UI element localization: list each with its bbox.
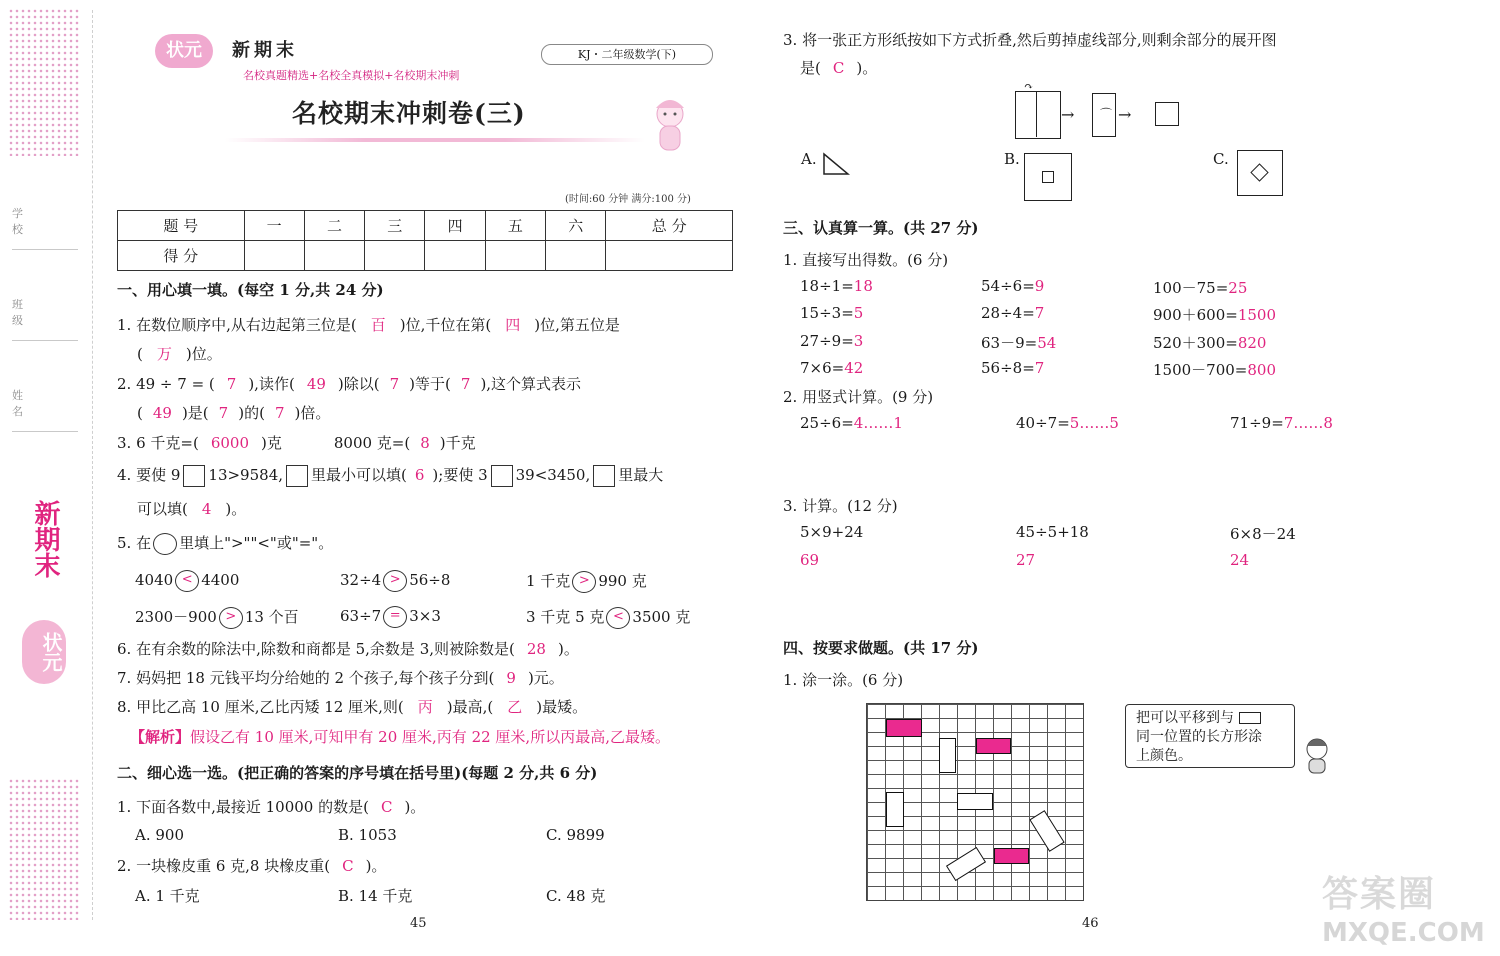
vertical-calc-item: 40÷7=5……5	[1016, 414, 1119, 432]
series-name: 新期末	[232, 40, 298, 61]
question-1: 1. 在数位顺序中,从右边起第三位是( 百 )位,千位在第( 四 )位,第五位是	[117, 316, 620, 334]
compare-answer[interactable]: >	[383, 570, 407, 592]
instruction-bubble	[1125, 704, 1295, 768]
blank-box[interactable]	[491, 465, 513, 487]
section-4-title: 四、按要求做题。(共 17 分)	[783, 639, 979, 657]
sidebar-dot-pattern-bottom	[8, 778, 80, 920]
option-c-label[interactable]: C.	[1213, 150, 1229, 168]
horizontal-rectangle[interactable]	[957, 793, 993, 810]
question-2-cont: ( 49 )是( 7 )的( 7 )倍。	[137, 404, 331, 422]
table-cell: 六	[546, 211, 606, 241]
score-table	[117, 210, 733, 271]
question-3: 3. 6 千克=( 6000 )克 8000 克=( 8 )千克	[117, 434, 476, 452]
compare-answer[interactable]: <	[175, 570, 199, 592]
question-7: 7. 妈妈把 18 元钱平均分给她的 2 个孩子,每个孩子分到( 9 )元。	[117, 669, 564, 687]
sub-3-title: 3. 计算。(12 分)	[783, 497, 898, 515]
arrow-right-icon: →	[1061, 105, 1075, 124]
watermark-url: MXQE.COM	[1322, 918, 1485, 948]
blank-box[interactable]	[183, 465, 205, 487]
score-input-cell[interactable]	[425, 241, 485, 271]
compute-answer: 24	[1230, 551, 1250, 569]
vertical-calc-item: 25÷6=4……1	[800, 414, 903, 432]
folding-step-1	[1015, 91, 1061, 139]
vertical-logo: 状元	[22, 620, 66, 684]
colored-rectangle[interactable]	[976, 738, 1011, 754]
score-input-cell[interactable]	[485, 241, 545, 271]
table-cell: 一	[244, 211, 304, 241]
brand-logo: 状元	[155, 34, 213, 68]
compare-answer[interactable]: >	[219, 607, 243, 629]
table-cell: 得 分	[118, 241, 245, 271]
section-2-title: 二、细心选一选。(把正确的答案的序号填在括号里)(每题 2 分,共 6 分)	[117, 764, 598, 782]
calc-item: 27÷9=3	[800, 332, 864, 350]
title-underline	[225, 138, 645, 142]
calc-item: 100－75=25	[1153, 279, 1248, 297]
triangle-shape-icon	[822, 152, 850, 180]
part-1-title: 1. 涂一涂。(6 分)	[783, 671, 904, 689]
vertical-brand: 新期末	[30, 500, 60, 578]
cut-mark-icon: ⌒	[1100, 107, 1113, 121]
compare-item: 3 千克 5 克 < 3500 克	[526, 606, 690, 629]
folding-step-3	[1155, 102, 1179, 126]
arrow-right-icon: →	[1118, 105, 1132, 124]
compare-item: 1 千克 > 990 克	[526, 570, 647, 593]
calc-item: 18÷1=18	[800, 277, 873, 295]
time-info: (时间:60 分钟 满分:100 分)	[565, 194, 691, 205]
page-number-right: 46	[1082, 916, 1099, 931]
option-b-label[interactable]: B.	[1004, 150, 1020, 168]
compare-answer[interactable]: >	[572, 571, 596, 593]
compare-answer[interactable]: =	[383, 606, 407, 628]
calc-item: 28÷4=7	[981, 304, 1045, 322]
score-input-cell[interactable]	[546, 241, 606, 271]
grade-tag: KJ・二年级数学(下)	[541, 44, 713, 65]
class-field[interactable]: 班 级	[12, 296, 78, 341]
question-1-cont: ( 万 )位。	[137, 345, 222, 363]
bubble-line: 同一位置的长方形涂	[1136, 729, 1262, 745]
compare-answer[interactable]: <	[606, 607, 630, 629]
table-cell: 题 号	[118, 211, 245, 241]
vertical-calc-item: 71÷9=7……8	[1230, 414, 1333, 432]
girl-mascot-icon	[1298, 734, 1336, 780]
compare-item: 2300－900 > 13 个百	[135, 606, 299, 629]
calc-item: 63－9=54	[981, 334, 1057, 352]
compare-item: 4040 < 4400	[135, 570, 239, 592]
table-cell: 总 分	[606, 211, 733, 241]
blank-box[interactable]	[286, 465, 308, 487]
compare-item: 63÷7 = 3×3	[340, 606, 441, 628]
bubble-line: 上颜色。	[1136, 748, 1192, 764]
page-title: 名校期末冲刺卷(三)	[292, 99, 526, 128]
option-b-inner-square	[1042, 171, 1054, 183]
score-input-cell[interactable]	[244, 241, 304, 271]
fold-arrow-icon: ↷	[1024, 80, 1034, 93]
choice-option[interactable]: A. 1 千克	[135, 887, 200, 905]
compare-item: 32÷4 > 56÷8	[340, 570, 450, 592]
compute-answer: 27	[1016, 551, 1036, 569]
score-table-row	[118, 211, 733, 241]
table-cell: 五	[485, 211, 545, 241]
table-cell: 四	[425, 211, 485, 241]
calc-item: 56÷8=7	[981, 359, 1045, 377]
section-1-title: 一、用心填一填。(每空 1 分,共 24 分)	[117, 281, 384, 299]
blank-box[interactable]	[593, 465, 615, 487]
watermark-logo: 答案圈	[1322, 874, 1437, 915]
compute-answer: 69	[800, 551, 820, 569]
vertical-rectangle[interactable]	[886, 792, 904, 827]
school-field[interactable]: 学 校	[12, 205, 78, 250]
table-cell: 二	[304, 211, 364, 241]
fold-line	[1036, 91, 1037, 137]
choice-1: 1. 下面各数中,最接近 10000 的数是( C )。	[117, 798, 426, 816]
score-input-cell[interactable]	[365, 241, 425, 271]
choice-2: 2. 一块橡皮重 6 克,8 块橡皮重( C )。	[117, 857, 387, 875]
analysis: 【解析】假设乙有 10 厘米,可知甲有 20 厘米,丙有 22 厘米,所以丙最高,乙最矮。	[130, 728, 670, 746]
blank-circle	[153, 533, 177, 555]
compute-item: 6×8－24	[1230, 525, 1296, 543]
question-6: 6. 在有余数的除法中,除数和商都是 5,余数是 3,则被除数是( 28 )。	[117, 640, 579, 658]
question-5: 5. 在 里填上">""<"或"="。	[117, 532, 333, 555]
calc-item: 7×6=42	[800, 359, 864, 377]
choice-3-cont: 是( C )。	[800, 59, 878, 77]
choice-option[interactable]: B. 14 千克	[338, 887, 413, 905]
question-4: 4. 要使 9 13>9584, 里最小可以填( 6 );要使 3 39<3450, 里最大	[117, 464, 663, 487]
page-number-left: 45	[410, 916, 427, 931]
choice-3: 3. 将一张正方形纸按如下方式折叠,然后剪掉虚线部分,则剩余部分的展开图	[783, 31, 1277, 49]
question-2: 2. 49 ÷ 7 = ( 7 ),读作( 49 )除以( 7 )等于( 7 ),这个算式表示	[117, 375, 582, 393]
choice-option[interactable]: B. 1053	[338, 826, 397, 844]
section-3-title: 三、认真算一算。(共 27 分)	[783, 219, 979, 237]
choice-option[interactable]: C. 48 克	[546, 887, 606, 905]
sub-2-title: 2. 用竖式计算。(9 分)	[783, 388, 934, 406]
sub-1-title: 1. 直接写出得数。(6 分)	[783, 251, 949, 269]
question-8: 8. 甲比乙高 10 厘米,乙比丙矮 12 厘米,则( 丙 )最高,( 乙 )最矮。	[117, 698, 588, 716]
choice-option[interactable]: A. 900	[135, 826, 184, 844]
slogan: 名校真题精选+名校全真模拟+名校期末冲刺	[243, 69, 460, 82]
compute-item: 5×9+24	[800, 523, 864, 541]
table-cell: 三	[365, 211, 425, 241]
score-input-cell[interactable]	[606, 241, 733, 271]
compute-item: 45÷5+18	[1016, 523, 1089, 541]
name-field[interactable]: 姓 名	[12, 387, 78, 432]
sidebar-dot-pattern-top	[8, 8, 80, 156]
binding-line	[92, 10, 93, 920]
small-rectangle-icon	[1239, 712, 1261, 724]
bubble-line: 把可以平移到与	[1136, 710, 1234, 726]
calc-item: 54÷6=9	[981, 277, 1045, 295]
question-4-cont: 可以填( 4 )。	[137, 500, 247, 518]
colored-rectangle[interactable]	[886, 719, 922, 737]
calc-item: 15÷3=5	[800, 304, 864, 322]
calc-item: 900＋600=1500	[1153, 306, 1277, 324]
score-input-cell[interactable]	[304, 241, 364, 271]
calc-item: 1500－700=800	[1153, 361, 1277, 379]
score-table-row	[118, 241, 733, 271]
choice-option[interactable]: C. 9899	[546, 826, 605, 844]
vertical-rectangle[interactable]	[939, 738, 956, 773]
mascot-icon	[648, 96, 692, 156]
calc-item: 520＋300=820	[1153, 334, 1267, 352]
option-a-label[interactable]: A.	[801, 150, 817, 168]
colored-rectangle[interactable]	[994, 848, 1029, 864]
